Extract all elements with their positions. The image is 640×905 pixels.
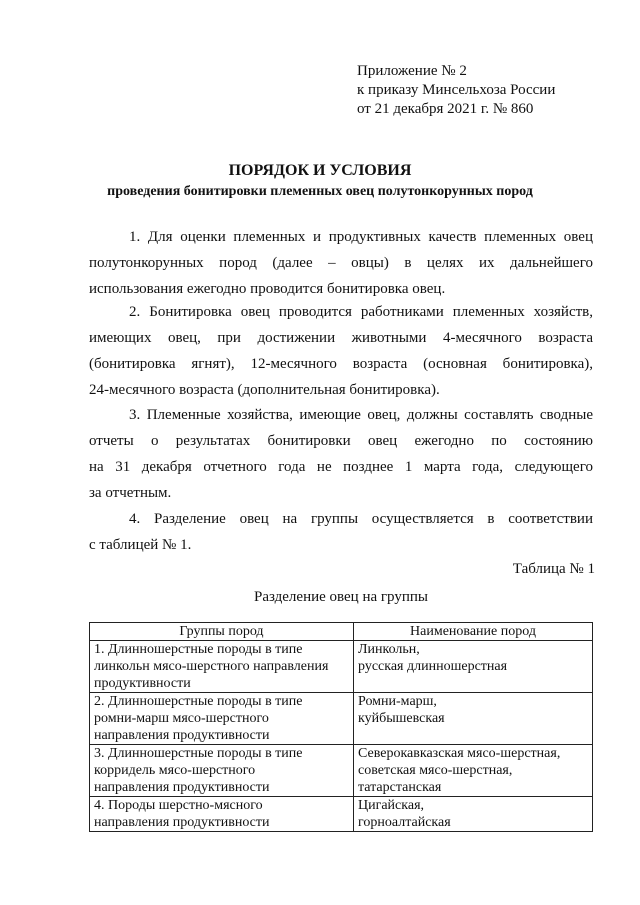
paragraph-line: 4. Разделение овец на группы осуществляется в соответствии — [129, 511, 593, 527]
breed-cell — [354, 797, 593, 832]
breed-cell — [354, 745, 593, 797]
cell-line: Ромни-марш, — [358, 694, 437, 709]
group-cell — [90, 693, 354, 745]
paragraph-line: на 31 декабря отчетного года не позднее 1 марта года, следующего — [89, 459, 593, 475]
group-cell — [90, 797, 354, 832]
table-caption: Разделение овец на группы — [253, 589, 428, 605]
breed-cell — [354, 693, 593, 745]
cell-line: продуктивности — [94, 676, 191, 691]
table-row — [90, 693, 593, 745]
cell-line: корридель мясо-шерстного — [94, 763, 256, 778]
annex-line-2: к приказу Минсельхоза России — [357, 82, 556, 98]
table-header-row — [90, 623, 593, 641]
header-cell-groups: Группы пород — [90, 623, 354, 641]
paragraph-line: имеющих овец, при достижении животными 4-месячного возраста — [89, 330, 593, 346]
table-row — [90, 745, 593, 797]
annex-line-3: от 21 декабря 2021 г. № 860 — [357, 101, 534, 117]
paragraph-1 — [89, 224, 593, 302]
paragraph-line: 2. Бонитировка овец проводится работниками племенных хозяйств, — [129, 304, 593, 320]
paragraph-line: отчеты о результатах бонитировки овец ежегодно по состоянию — [89, 433, 593, 449]
paragraph-4 — [89, 506, 593, 558]
annex-block — [357, 62, 555, 119]
cell-line: 1. Длинношерстные породы в типе — [94, 642, 303, 657]
paragraph-2 — [89, 299, 593, 403]
group-cell — [90, 745, 354, 797]
breed-cell — [354, 641, 593, 693]
group-cell — [90, 641, 354, 693]
table-row — [90, 797, 593, 832]
cell-line: 4. Породы шерстно-мясного — [94, 798, 263, 813]
cell-line: Цигайская, — [358, 798, 425, 813]
document-subtitle: проведения бонитировки племенных овец полутонкорунных пород — [107, 184, 533, 199]
paragraph-3 — [89, 402, 593, 506]
paragraph-line: 1. Для оценки племенных и продуктивных качеств племенных овец — [129, 229, 593, 245]
sheep-groups-table — [89, 622, 593, 832]
paragraph-line: за отчетным. — [89, 485, 172, 501]
paragraph-line: 3. Племенные хозяйства, имеющие овец, должны составлять сводные — [129, 407, 593, 423]
header-cell-names: Наименование пород — [354, 623, 593, 641]
cell-line: ромни-марш мясо-шерстного — [94, 711, 269, 726]
cell-line: советская мясо-шерстная, — [358, 763, 513, 778]
cell-line: горноалтайская — [358, 815, 451, 830]
paragraph-line: использования ежегодно проводится бонитировка овец. — [89, 281, 446, 297]
cell-line: русская длинношерстная — [358, 659, 508, 674]
cell-line: направления продуктивности — [94, 728, 270, 743]
cell-line: куйбышевская — [358, 711, 445, 726]
paragraph-line: полутонкорунных пород (далее – овцы) в целях их дальнейшего — [89, 255, 593, 271]
cell-line: Северокавказская мясо-шерстная, — [358, 746, 561, 761]
cell-line: татарстанская — [358, 780, 442, 795]
annex-line-1: Приложение № 2 — [357, 63, 467, 79]
cell-line: направления продуктивности — [94, 815, 270, 830]
table-row — [90, 641, 593, 693]
cell-line: 2. Длинношерстные породы в типе — [94, 694, 303, 709]
cell-line: линкольн мясо-шерстного направления — [94, 659, 329, 674]
cell-line: Линкольн, — [358, 642, 420, 657]
paragraph-line: с таблицей № 1. — [89, 537, 192, 553]
paragraph-line: (бонитировка ягнят), 12-месячного возраста (основная бонитировка), — [89, 356, 593, 372]
cell-line: 3. Длинношерстные породы в типе — [94, 746, 303, 761]
table-number: Таблица № 1 — [512, 561, 595, 577]
document-title: ПОРЯДОК И УСЛОВИЯ — [228, 162, 412, 179]
cell-line: направления продуктивности — [94, 780, 270, 795]
paragraph-line: 24-месячного возраста (дополнительная бонитировка). — [89, 382, 440, 398]
